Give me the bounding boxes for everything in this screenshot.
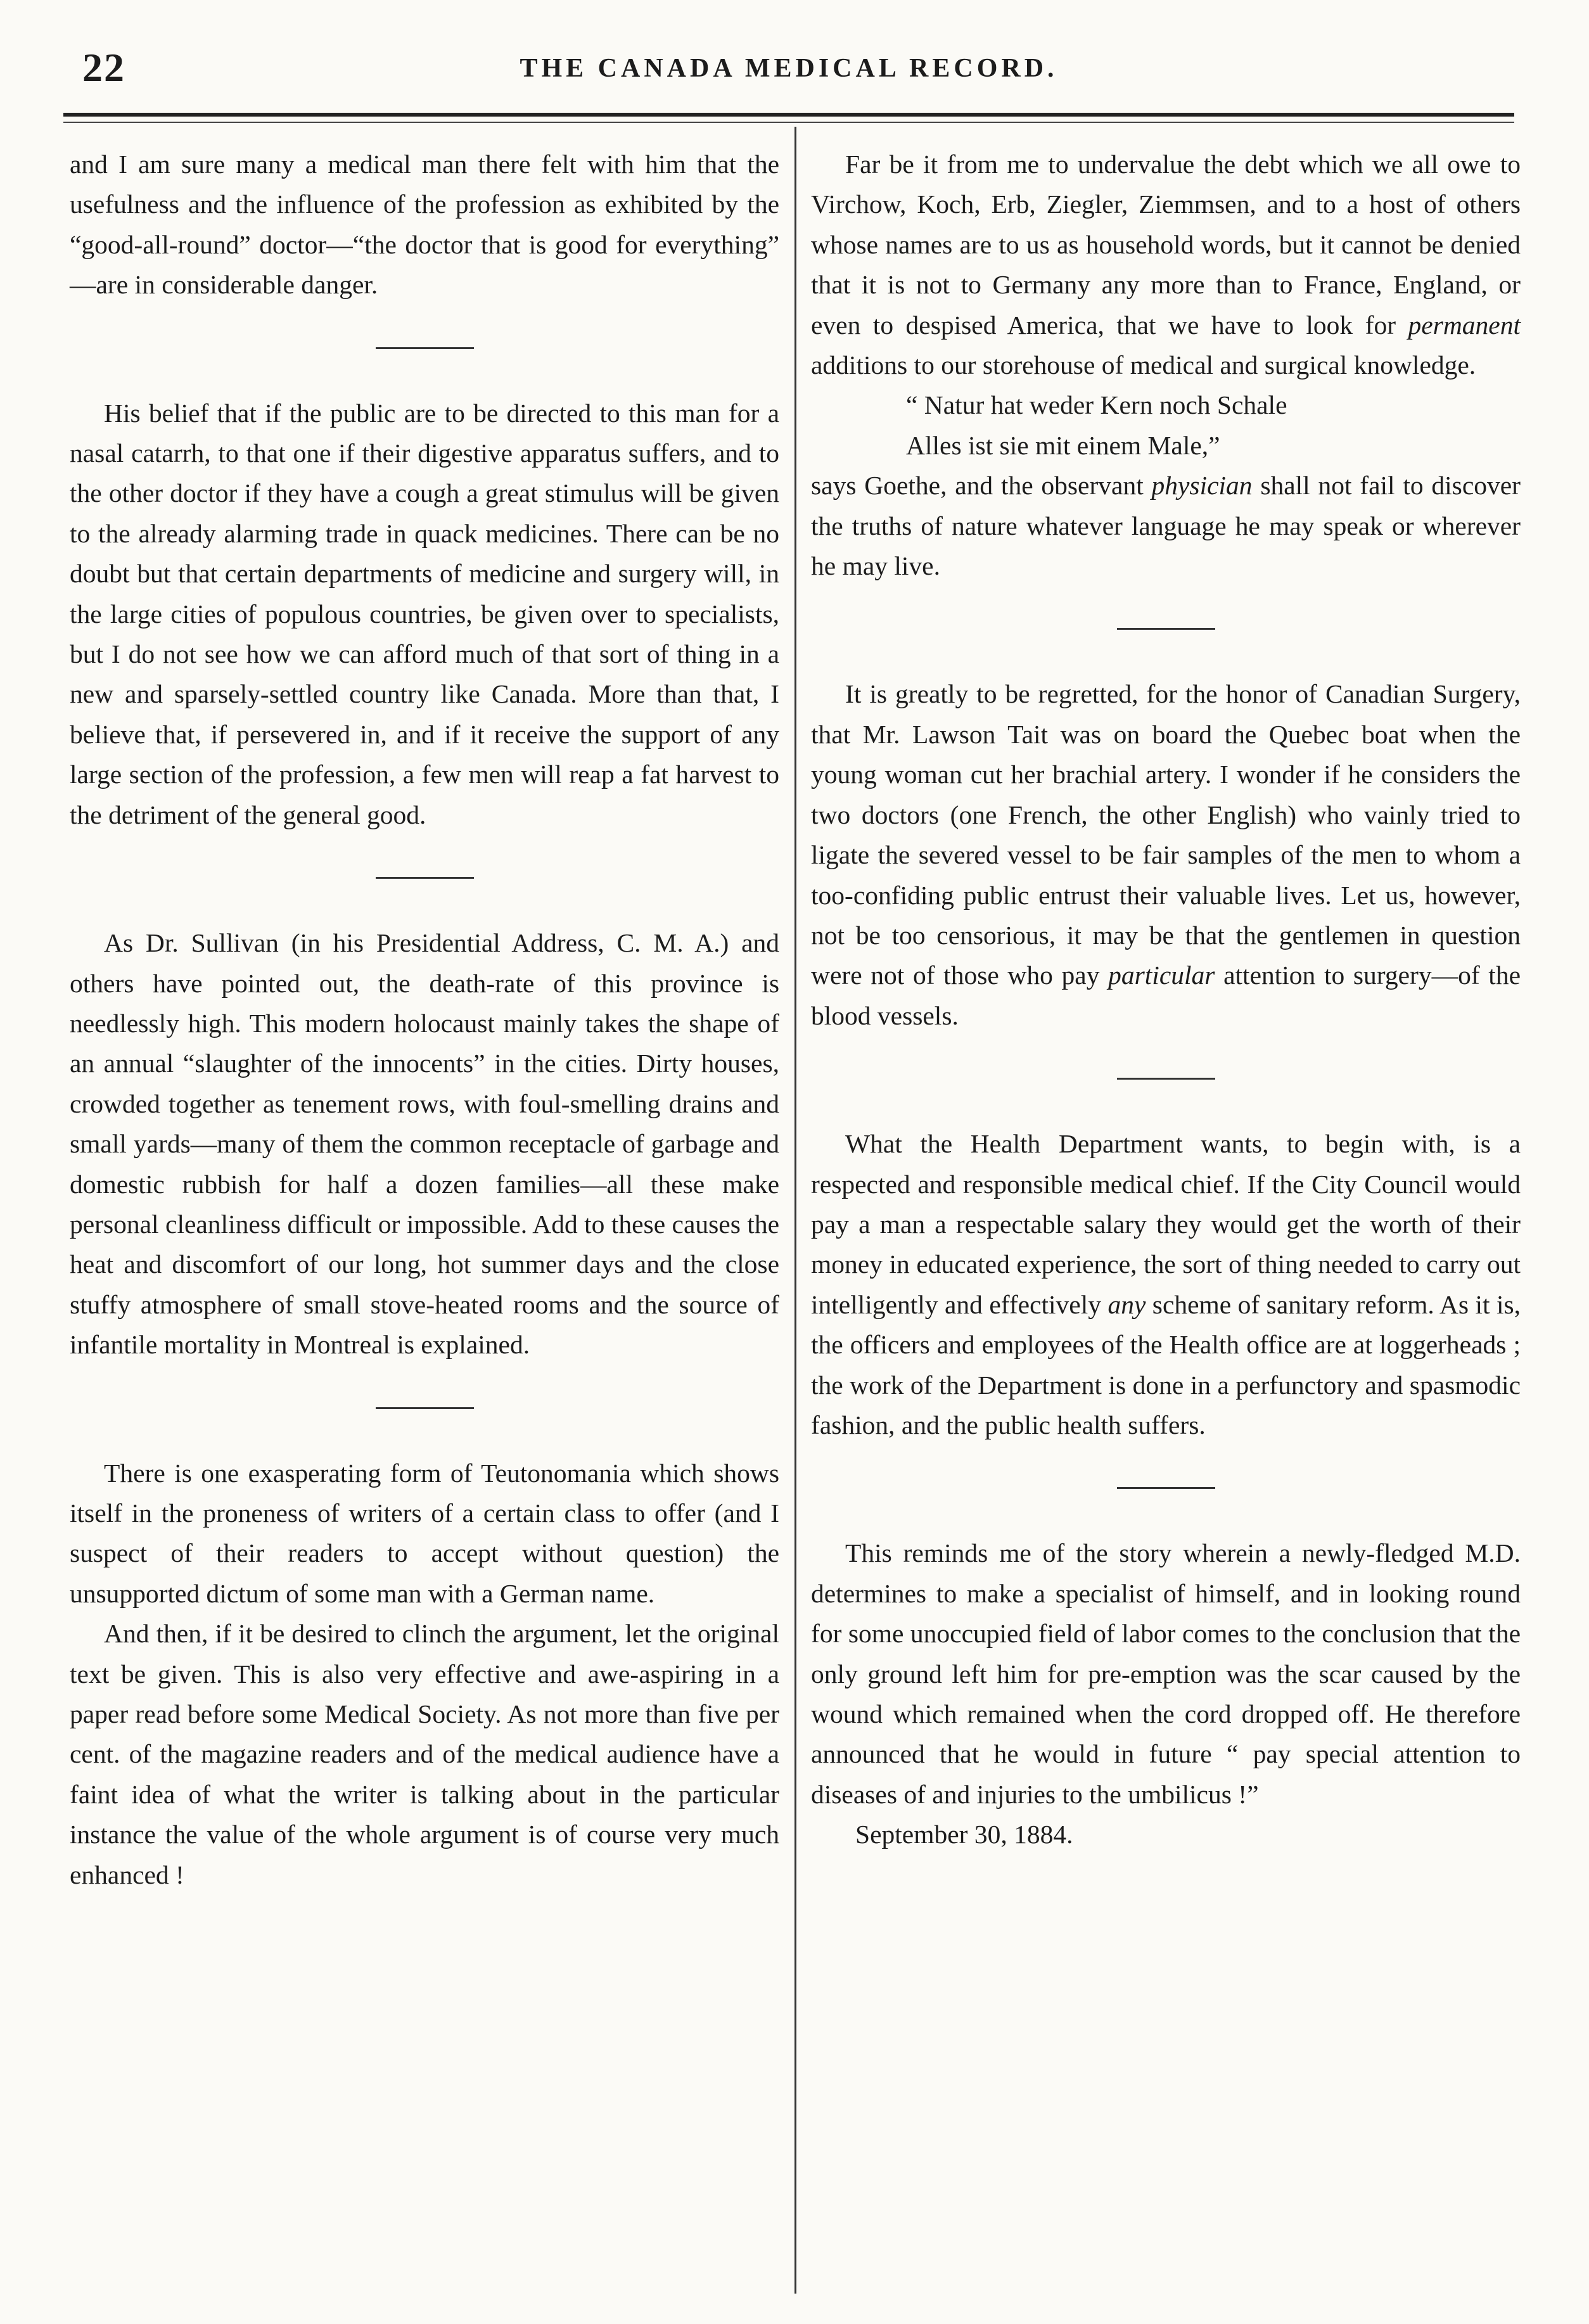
page-number: 22 (82, 45, 125, 90)
column-divider (794, 127, 796, 2294)
section-separator (376, 877, 474, 879)
right-column (811, 144, 1521, 1855)
header-rule-thin (63, 122, 1514, 123)
text-run: attention to surgery—of the blood vessels. (811, 961, 1521, 1030)
text-run: additions to our storehouse of medical and surgical knowledge. (811, 350, 1476, 380)
header-rule (63, 113, 1514, 117)
text-run: Far be it from me to undervalue the debt which we all owe to Virchow, Koch, Erb, Ziegler, Ziemmsen, and to a host of others whose names are to us as household words, but it cannot be denied that it is not to Germany any more than to France, England, or even to despised America, that we have to look for (811, 150, 1521, 340)
running-title: THE CANADA MEDICAL RECORD. (520, 54, 1058, 83)
paragraph: This reminds me of the story wherein a newly-fledged M.D. determines to make a specialist of himself, and in looking round for some unoccupied field of labor comes to the conclusion that the only ground left him for pre-emption was the scar caused by the wound which remained when the cord dropped off. He therefore announced that he would in future “ pay special attention to diseases of and injuries to the umbilicus !” (811, 1538, 1521, 1809)
text-run: shall not fail to discover the truths of nature whatever language he may speak or wherever he may live. (811, 471, 1521, 581)
text-run: scheme of sanitary reform. As it is, the officers and employees of the Health office are at loggerheads ; the work of the Department is done in a perfunctory and spasmodic fashion, and the public health suffers. (811, 1289, 1521, 1440)
paragraph (811, 466, 1521, 586)
dateline: September 30, 1884. (855, 1820, 1073, 1849)
emphasis: permanent (1408, 310, 1521, 340)
paragraph (811, 144, 1521, 385)
emphasis: any (1107, 1289, 1146, 1319)
paragraph: and I am sure many a medical man there felt with him that the usefulness and the influence of the profession as exhibited by the “good-all-round” doctor—“the doctor that is good for everything” —are in considerable danger. (70, 150, 779, 300)
section-separator (1117, 1078, 1215, 1080)
section-separator (376, 1407, 474, 1409)
section-separator (1117, 1487, 1215, 1489)
section-separator (376, 347, 474, 349)
left-column (70, 144, 779, 1895)
paragraph: And then, if it be desired to clinch the argument, let the original text be given. This is also very effective and awe-aspiring in a paper read before some Medical Society. As not more than five per cent. of the magazine readers and of the medical audience have a faint idea of what the writer is talking about in the particular instance the value of the whole argument is of course very much enhanced ! (70, 1619, 779, 1889)
text-run: It is greatly to be regretted, for the honor of Canadian Surgery, that Mr. Lawson Tait was on board the Quebec boat when the young woman cut her brachial artery. I wonder if he considers the two doctors (one French, the other English) who vainly tried to ligate the severed vessel to be fair samples of the men to whom a too-confiding public entrust their valuable lives. Let us, however, not be too censorious, it may be that the gentlemen in question were not of those who pay (811, 679, 1521, 990)
text-run: What the Health Department wants, to begin with, is a respected and responsible medical chief. If the City Council would pay a man a respectable salary they would get the worth of their money in educated experience, the sort of thing needed to carry out intelligently and effectively (811, 1129, 1521, 1319)
section-separator (1117, 628, 1215, 630)
emphasis: particular (1108, 961, 1215, 990)
paragraph: As Dr. Sullivan (in his Presidential Address, C. M. A.) and others have pointed out, the death-rate of this province is needlessly high. This modern holocaust mainly takes the shape of an annual “slaughter of the innocents” in the cities. Dirty houses, crowded together as tenement rows, with foul-smelling drains and small yards—many of them the common receptacle of garbage and domestic rubbish for half a dozen families—all these make personal cleanliness difficult or impossible. Add to these causes the heat and discomfort of our long, hot summer days and the close stuffy atmosphere of small stove-heated rooms and the source of infantile mortality in Montreal is explained. (70, 928, 779, 1360)
paragraph (811, 674, 1521, 1036)
paragraph: His belief that if the public are to be directed to this man for a nasal catarrh, to that one if their digestive apparatus suffers, and to the other doctor if they have a cough a great stimulus will be given to the already alarming trade in quack medicines. There can be no doubt but that certain departments of medicine and surgery will, in the large cities of populous countries, be given over to specialists, but I do not see how we can afford much of that sort of thing in a new and sparsely-settled country like Canada. More than that, I believe that, if persevered in, and if it receive the support of any large section of the profession, a few men will reap a fat harvest to the detriment of the general good. (70, 398, 779, 829)
emphasis: physician (1151, 471, 1253, 501)
verse-line: Alles ist sie mit einem Male,” (906, 430, 1220, 460)
paragraph (811, 1124, 1521, 1445)
page-header (63, 44, 1514, 101)
paragraph: There is one exasperating form of Teutonomania which shows itself in the proneness of writers of a certain class to offer (and I suspect of their readers to accept without question) the unsupported dictum of some man with a German name. (70, 1458, 779, 1608)
text-run: says Goethe, and the observant (811, 471, 1152, 501)
verse-line: “ Natur hat weder Kern noch Schale (906, 390, 1287, 420)
